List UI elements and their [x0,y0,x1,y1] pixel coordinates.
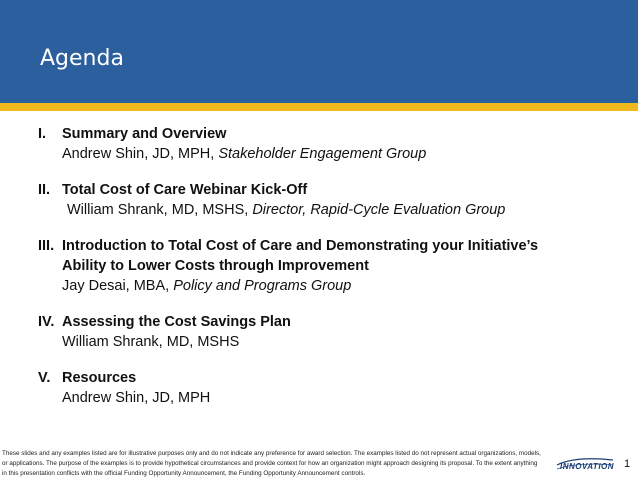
item-speaker-line [62,200,633,220]
agenda-item-4 [38,312,633,352]
agenda-item-2 [38,180,633,220]
item-speaker-line [62,276,633,296]
item-heading: Summary and Overview [62,126,227,142]
page-number: 1 [624,458,631,470]
item-heading-line-2: Ability to Lower Costs through Improvement [62,258,369,274]
item-speaker: Andrew Shin, JD, MPH [62,390,211,406]
agenda-item-3 [38,236,633,296]
item-role: Director, Rapid-Cycle Evaluation Group [252,202,506,218]
item-role: Stakeholder Engagement Group [218,146,427,162]
agenda-item-1 [38,124,633,164]
item-heading: Total Cost of Care Webinar Kick-Off [62,182,308,198]
item-number: V. [38,370,51,386]
item-heading: Assessing the Cost Savings Plan [62,314,291,330]
item-speaker-line [62,144,633,164]
item-role: Policy and Programs Group [173,278,352,294]
item-number: II. [38,182,51,198]
item-speaker: Andrew Shin, JD, MPH, [62,146,219,162]
item-number: I. [38,126,47,142]
item-heading-line-1: Introduction to Total Cost of Care and Demonstrating your Initiative’s [62,238,539,254]
item-speaker: Jay Desai, MBA, [62,278,174,294]
agenda-list [38,124,633,424]
item-speaker: William Shrank, MD, MSHS [62,334,240,350]
item-speaker: William Shrank, MD, MSHS, [67,202,253,218]
disclaimer-text: These slides and any examples listed are for illustrative purposes only and do not indicate any preference for award selection. The examples listed do not represent actual organizations, models, or applications. The purpose of the examples is to provide hypothetical circumstances and provide context for how an organization might approach designing its proposal. To the extent anything in this presentation conflicts with the official Funding Opportunity Announcement, the Funding Opportunity Announcement controls. [2,450,541,477]
header-accent-stripe [0,103,638,111]
agenda-item-5 [38,368,633,408]
slide-title: Agenda [40,46,124,71]
item-number: IV. [38,314,55,330]
logo-wordmark: INNOVATION [560,462,615,471]
item-heading: Resources [62,370,137,386]
item-number: III. [38,238,55,254]
